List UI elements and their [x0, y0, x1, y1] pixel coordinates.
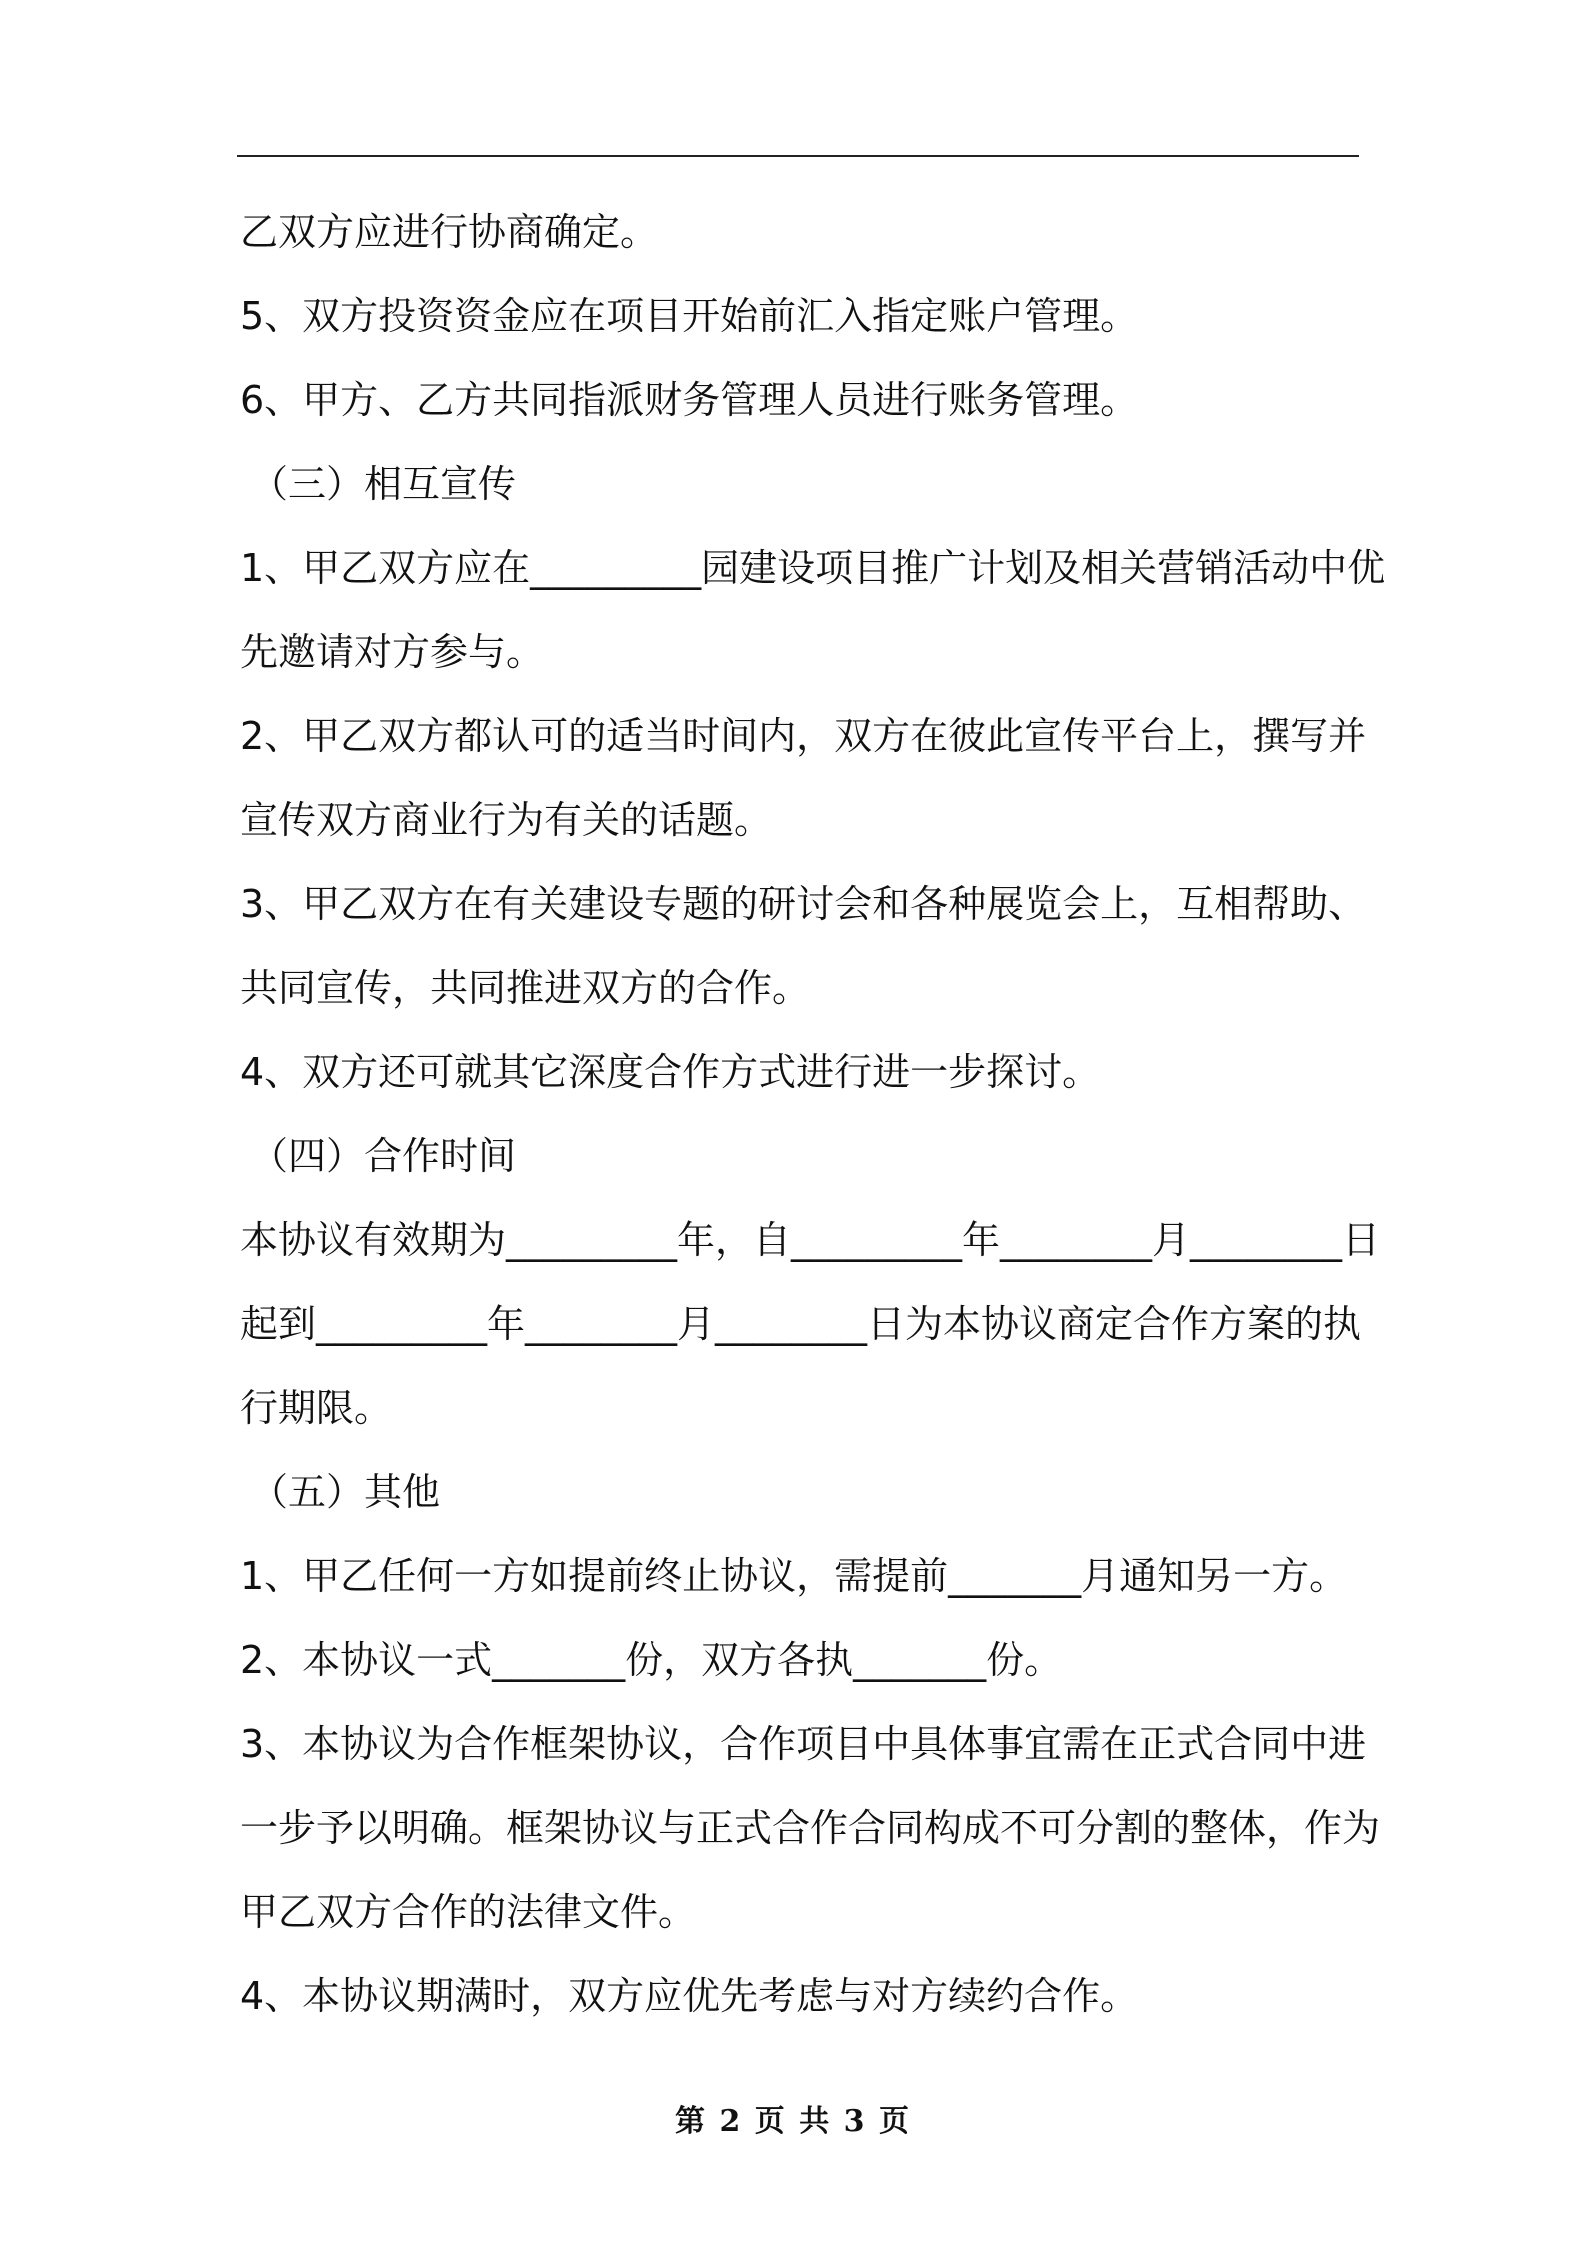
paragraph-line: 6、甲方、乙方共同指派财务管理人员进行账务管理。 [240, 378, 1139, 422]
paragraph-line: 3、甲乙双方在有关建设专题的研讨会和各种展览会上，互相帮助、 [240, 882, 1367, 926]
document-body [240, 190, 1386, 2038]
section-heading: （四）合作时间 [250, 1134, 517, 1178]
section-heading: （三）相互宣传 [250, 462, 517, 506]
header-rule [237, 155, 1359, 157]
paragraph-line: 一步予以明确。框架协议与正式合作合同构成不可分割的整体，作为 [240, 1806, 1381, 1850]
paragraph-line: 起到_________年________月________日为本协议商定合作方案的执 [240, 1302, 1362, 1346]
paragraph-line: 4、双方还可就其它深度合作方式进行进一步探讨。 [240, 1050, 1101, 1094]
paragraph-line: 行期限。 [240, 1386, 393, 1430]
paragraph-line: 1、甲乙任何一方如提前终止协议，需提前_______月通知另一方。 [240, 1554, 1348, 1598]
section-heading: （五）其他 [250, 1470, 441, 1514]
paragraph-line: 宣传双方商业行为有关的话题。 [240, 798, 773, 842]
paragraph-line: 乙双方应进行协商确定。 [240, 210, 659, 254]
paragraph-line: 本协议有效期为_________年，自_________年________月________日 [240, 1218, 1381, 1262]
paragraph-line: 2、甲乙双方都认可的适当时间内，双方在彼此宣传平台上，撰写并 [240, 714, 1367, 758]
paragraph-line: 5、双方投资资金应在项目开始前汇入指定账户管理。 [240, 294, 1139, 338]
paragraph-line: 2、本协议一式_______份，双方各执_______份。 [240, 1638, 1063, 1682]
paragraph-line: 1、甲乙双方应在_________园建设项目推广计划及相关营销活动中优 [240, 546, 1386, 590]
page-number-footer: 第 2 页 共 3 页 [675, 2104, 911, 2139]
paragraph-line: 先邀请对方参与。 [240, 630, 545, 674]
paragraph-line: 甲乙双方合作的法律文件。 [240, 1890, 697, 1934]
paragraph-line: 共同宣传，共同推进双方的合作。 [240, 966, 811, 1010]
paragraph-line: 4、本协议期满时，双方应优先考虑与对方续约合作。 [240, 1974, 1139, 2018]
paragraph-line: 3、本协议为合作框架协议，合作项目中具体事宜需在正式合同中进 [240, 1722, 1367, 1766]
